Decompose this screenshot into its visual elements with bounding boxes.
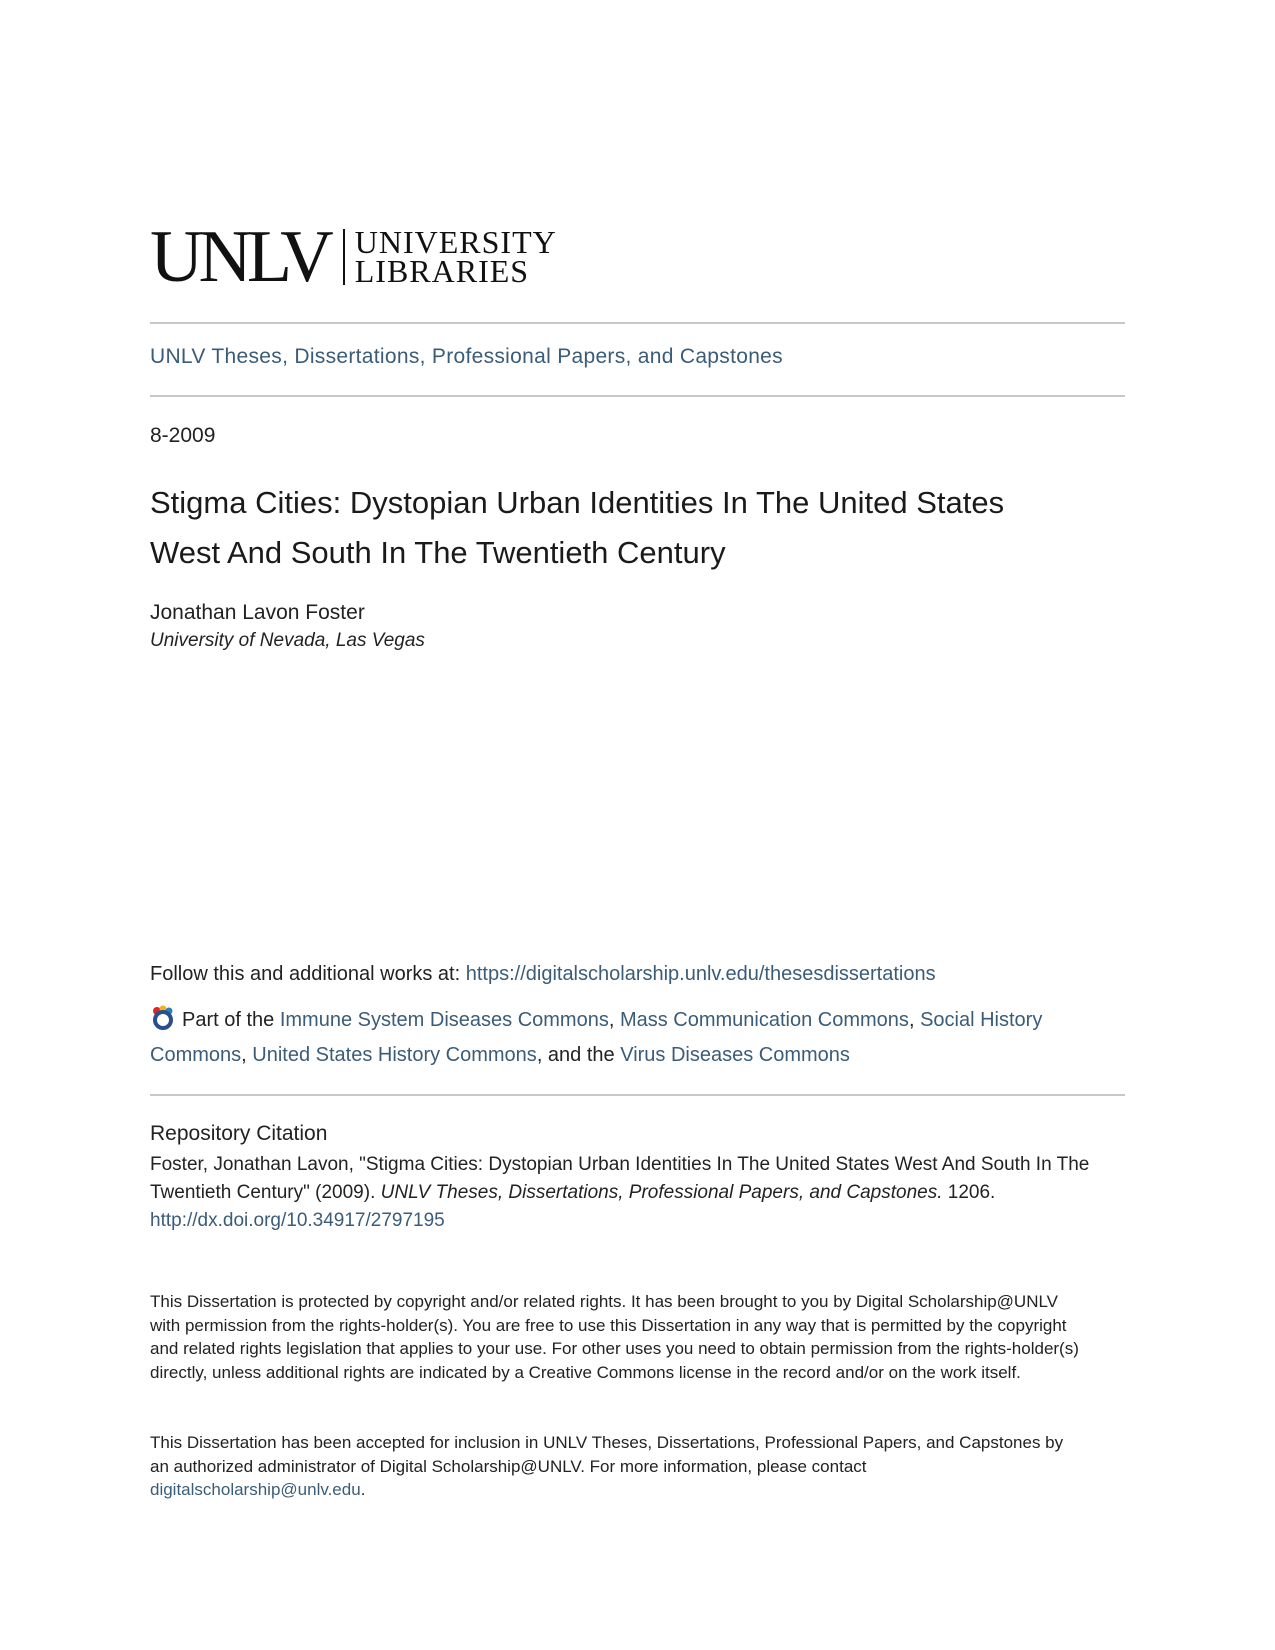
commons-separator: , <box>908 1009 921 1031</box>
repository-citation <box>150 1151 1125 1235</box>
acceptance-notice <box>150 1431 1080 1502</box>
part-of-prefix: Part of the <box>182 1009 280 1031</box>
collection-url-link[interactable]: https://digitalscholarship.unlv.edu/thesesdissertations <box>465 963 936 985</box>
divider <box>150 1094 1125 1096</box>
logo-text <box>354 224 557 289</box>
acceptance-end: . <box>360 1480 366 1499</box>
copyright-notice: This Dissertation is protected by copyright and/or related rights. It has been brought to you by Digital Scholarship@UNLV with permission from the rights-holder(s). You are free to use this Dissertation in any way that is permitted by the copyright and related rights legislation that applies to your use. For other uses you need to obtain permission from the rights-holder(s) directly, unless additional rights are indicated by a Creative Commons license in the record and/or on the work itself. <box>150 1292 1079 1382</box>
divider <box>150 395 1125 397</box>
logo-line-2: LIBRARIES <box>354 253 530 289</box>
commons-link-immune-system-diseases[interactable]: Immune System Diseases Commons <box>279 1009 609 1031</box>
commons-link-mass-communication[interactable]: Mass Communication Commons <box>619 1009 909 1031</box>
citation-text: Foster, Jonathan Lavon, "Stigma Cities: Dystopian Urban Identities In The United States West And South In The Twentieth Century" (2009). <box>150 1154 1090 1203</box>
bepress-network-icon <box>150 1005 176 1031</box>
publication-date: 8-2009 <box>150 424 216 447</box>
commons-separator: , <box>241 1044 253 1066</box>
citation-heading: Repository Citation <box>150 1122 328 1145</box>
unlv-libraries-logo <box>150 216 557 298</box>
doi-link[interactable]: http://dx.doi.org/10.34917/2797195 <box>150 1210 445 1231</box>
author-affiliation: University of Nevada, Las Vegas <box>150 630 425 651</box>
commons-and-the: , and the <box>536 1044 621 1066</box>
follow-line <box>150 963 936 986</box>
divider <box>150 322 1125 324</box>
logo-divider <box>343 229 345 285</box>
logo-mark: UNLV <box>150 216 329 298</box>
contact-email-link[interactable]: digitalscholarship@unlv.edu <box>150 1480 361 1499</box>
commons-link-social-history[interactable]: Social History Commons <box>150 1009 1043 1066</box>
part-of-commons <box>150 1003 1125 1073</box>
citation-number: 1206. <box>942 1182 996 1203</box>
commons-link-united-states-history[interactable]: United States History Commons <box>252 1044 537 1066</box>
citation-series: UNLV Theses, Dissertations, Professional Papers, and Capstones. <box>380 1182 943 1203</box>
commons-separator: , <box>608 1009 620 1031</box>
acceptance-text: This Dissertation has been accepted for inclusion in UNLV Theses, Dissertations, Professional Papers, and Capstones by an authorized administrator of Digital Scholarship@UNLV. For more information, please contact <box>150 1433 1064 1476</box>
cover-page <box>150 0 1125 1650</box>
commons-link-virus-diseases[interactable]: Virus Diseases Commons <box>620 1044 850 1066</box>
follow-prefix: Follow this and additional works at: <box>150 963 466 985</box>
author-name: Jonathan Lavon Foster <box>150 601 365 624</box>
logo-line-1: UNIVERSITY <box>354 224 557 260</box>
document-title: Stigma Cities: Dystopian Urban Identities In The United States West And South In The Twentieth Century <box>150 485 1005 570</box>
series-link[interactable]: UNLV Theses, Dissertations, Professional Papers, and Capstones <box>150 345 783 368</box>
